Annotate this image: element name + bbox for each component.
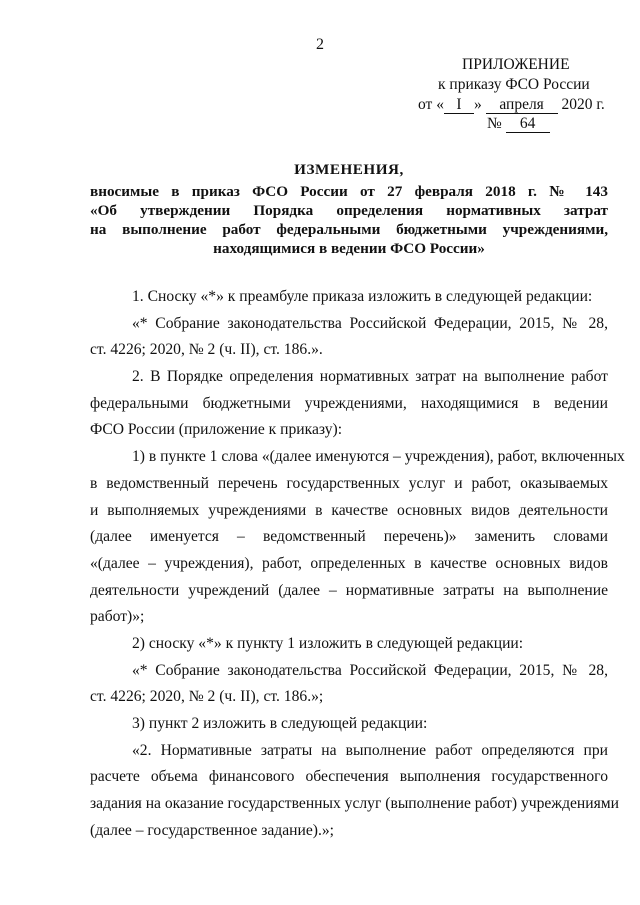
body-line: ФСО России (приложение к приказу): <box>90 421 343 439</box>
appendix-order-ref: к приказу ФСО России <box>438 76 590 93</box>
body-line: «* Собрание законодательства Российской Федерации, 2015, № 28, <box>132 314 608 332</box>
body-line: 1) в пункте 1 слова «(далее именуются – учреждения), работ, включенных <box>132 448 625 466</box>
body-line: ст. 4226; 2020, № 2 (ч. II), ст. 186.»; <box>90 688 324 706</box>
heading-line: на выполнение работ федеральными бюджетными учреждениями, <box>90 221 608 238</box>
number-prefix: № <box>487 115 502 132</box>
body-line: деятельности учреждений (далее – нормативные затраты на выполнение <box>90 581 608 599</box>
order-number: 64 <box>506 116 550 133</box>
body-line: ст. 4226; 2020, № 2 (ч. II), ст. 186.». <box>90 341 323 359</box>
body-line: 2. В Порядке определения нормативных затрат на выполнение работ <box>132 368 608 386</box>
heading-title: ИЗМЕНЕНИЯ, <box>294 161 404 178</box>
body-line: 2) сноску «*» к пункту 1 изложить в следующей редакции: <box>132 634 524 652</box>
heading-line: вносимые в приказ ФСО России от 27 февраля 2018 г. № 143 <box>90 183 608 200</box>
body-line: федеральными бюджетными учреждениями, находящимися в ведении <box>90 394 608 412</box>
body-line: задания на оказание государственных услуг (выполнение работ) учреждениями <box>90 795 620 813</box>
body-line: «(далее – учреждения), работ, определенных в качестве основных видов <box>90 554 608 572</box>
appendix-title: ПРИЛОЖЕНИЕ <box>462 56 570 73</box>
page-number: 2 <box>316 36 324 53</box>
body-line: и выполняемых учреждениями в качестве основных видов деятельности <box>90 501 608 519</box>
document-body <box>90 284 625 844</box>
heading-line: «Об утверждении Порядка определения нормативных затрат <box>90 202 608 219</box>
appendix-number <box>487 115 550 133</box>
appendix-date <box>418 96 605 114</box>
body-line: работ)»; <box>90 608 145 626</box>
body-line: 3) пункт 2 изложить в следующей редакции: <box>132 715 428 732</box>
date-prefix: от « <box>418 96 444 113</box>
heading-subtitle <box>90 182 608 258</box>
date-month: апреля <box>486 97 558 114</box>
body-line: в ведомственный перечень государственных услуг и работ, оказываемых <box>90 474 608 492</box>
body-line: расчете объема финансового обеспечения выполнения государственного <box>90 768 608 786</box>
body-line: 1. Сноску «*» к преамбуле приказа изложить в следующей редакции: <box>132 288 593 305</box>
body-line: (далее – государственное задание).»; <box>90 821 334 839</box>
date-day: I <box>444 97 474 114</box>
date-year: 2020 г. <box>561 96 605 113</box>
body-line: (далее именуется – ведомственный перечень)» заменить словами <box>90 528 608 546</box>
body-line: «2. Нормативные затраты на выполнение работ определяются при <box>132 741 608 759</box>
heading-line: находящимися в ведении ФСО России» <box>213 240 485 257</box>
date-mid: » <box>473 96 482 113</box>
body-line: «* Собрание законодательства Российской Федерации, 2015, № 28, <box>132 661 608 679</box>
